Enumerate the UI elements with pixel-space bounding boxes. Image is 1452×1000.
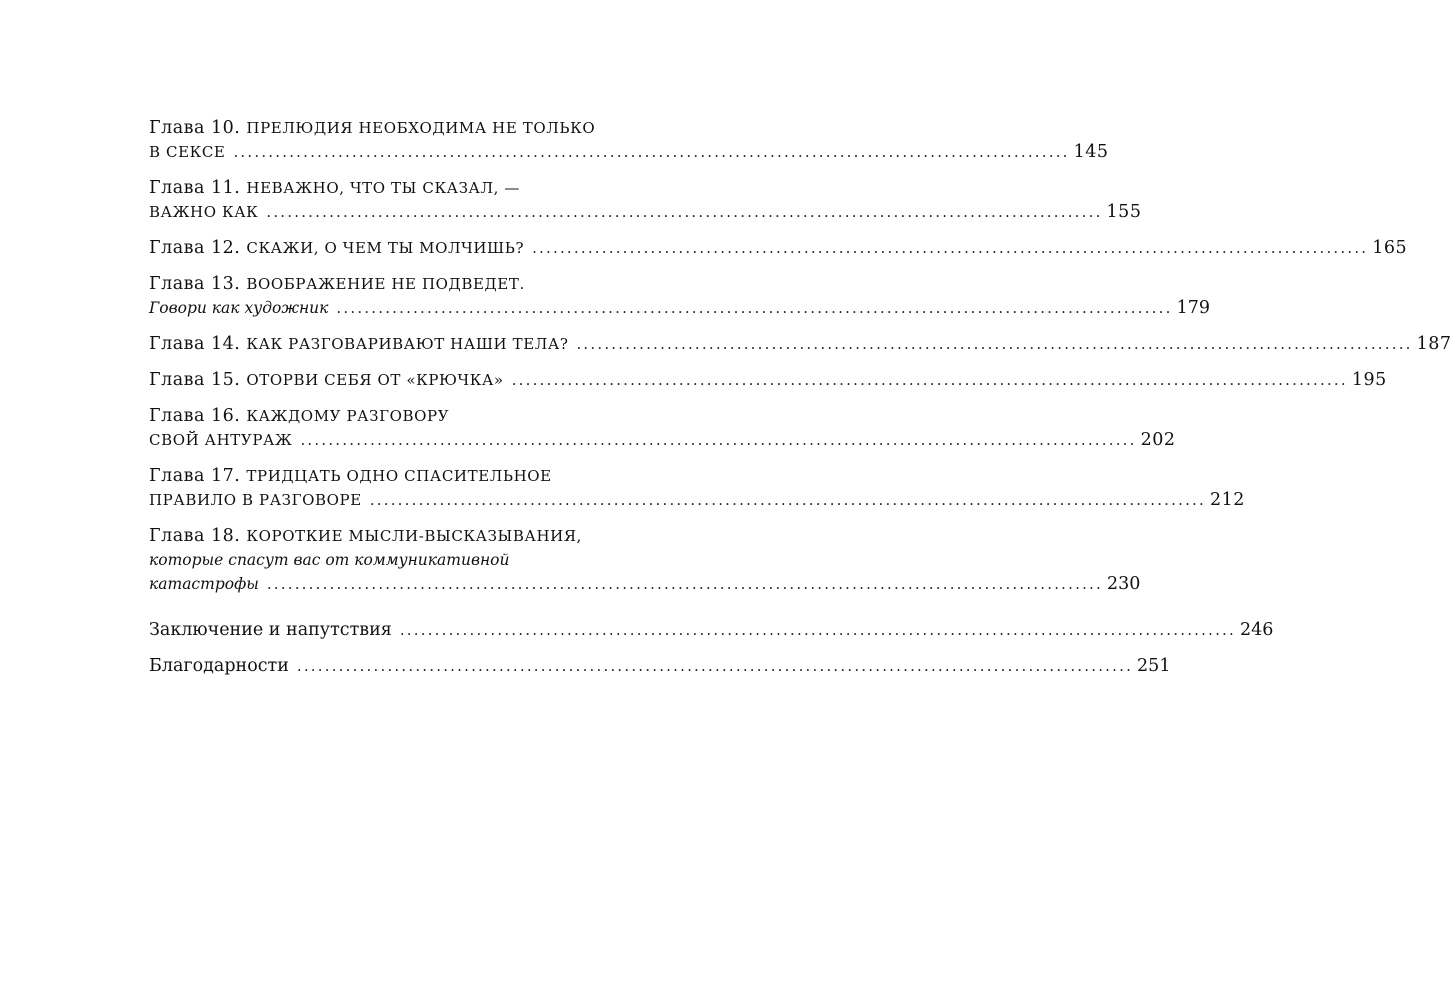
toc-line [149, 488, 1245, 512]
toc-entry-chapter-16 [149, 404, 1176, 452]
section-title: Благодарности [149, 656, 289, 676]
chapter-subtitle: Говори как художник [149, 299, 329, 317]
toc-line [149, 572, 1141, 596]
page-number: 212 [1209, 490, 1245, 510]
dot-leader: ........................................................................................................................ [266, 203, 1103, 221]
dot-leader: ........................................................................................................................ [399, 621, 1236, 639]
page-number: 179 [1176, 298, 1210, 318]
toc-entry-chapter-14 [149, 332, 1452, 356]
toc-line [149, 524, 695, 548]
page-number: 230 [1107, 574, 1141, 594]
chapter-title: КАЖДОМУ РАЗГОВОРУ [246, 407, 450, 425]
chapter-title: ПРАВИЛО В РАЗГОВОРЕ [149, 491, 362, 509]
dot-leader: ........................................................................................................................ [511, 371, 1348, 389]
chapter-title: ВООБРАЖЕНИЕ НЕ ПОДВЕДЕТ. [246, 275, 525, 293]
chapter-prefix: Глава 10. [149, 118, 247, 138]
toc-line [149, 272, 695, 296]
dot-leader: ........................................................................................................................ [369, 491, 1206, 509]
toc-line [149, 140, 1109, 164]
chapter-title: СКАЖИ, О ЧЕМ ТЫ МОЛЧИШЬ? [246, 239, 525, 257]
chapter-prefix: Глава 13. [149, 274, 247, 294]
dot-leader: ........................................................................................................................ [233, 143, 1070, 161]
toc-line [149, 654, 1171, 678]
chapter-title: КОРОТКИЕ МЫСЛИ-ВЫСКАЗЫВАНИЯ, [246, 527, 582, 545]
section-title: Заключение и напутствия [149, 620, 392, 640]
toc-entry-chapter-17 [149, 464, 1245, 512]
toc-entry-chapter-18 [149, 524, 1141, 596]
toc-line [149, 176, 695, 200]
page-number: 187 [1416, 334, 1452, 354]
chapter-title: СВОЙ АНТУРАЖ [149, 431, 293, 449]
chapter-title: КАК РАЗГОВАРИВАЮТ НАШИ ТЕЛА? [246, 335, 569, 353]
dot-leader: ........................................................................................................................ [532, 239, 1369, 257]
toc-entry-chapter-11 [149, 176, 1142, 224]
chapter-prefix: Глава 17. [149, 466, 247, 486]
toc-line [149, 618, 1274, 642]
toc-entry-chapter-12 [149, 236, 1408, 260]
page-number: 251 [1137, 656, 1171, 676]
page-number: 145 [1073, 142, 1109, 162]
chapter-subtitle: которые спасут вас от коммуникативной [149, 551, 510, 569]
toc-line [149, 200, 1142, 224]
toc-line [149, 428, 1176, 452]
chapter-prefix: Глава 14. [149, 334, 247, 354]
page-number: 195 [1351, 370, 1387, 390]
toc-line [149, 236, 1408, 260]
dot-leader: ........................................................................................................................ [266, 575, 1103, 593]
chapter-title: ТРИДЦАТЬ ОДНО СПАСИТЕЛЬНОЕ [246, 467, 552, 485]
toc-line [149, 296, 1210, 320]
toc-line [149, 116, 695, 140]
dot-leader: ........................................................................................................................ [296, 657, 1134, 675]
chapter-prefix: Глава 12. [149, 238, 247, 258]
dot-leader: ........................................................................................................................ [576, 335, 1413, 353]
chapter-title: В СЕКСЕ [149, 143, 226, 161]
page-number: 246 [1239, 620, 1274, 640]
toc-entry-chapter-10 [149, 116, 1109, 164]
chapter-title: ПРЕЛЮДИЯ НЕОБХОДИМА НЕ ТОЛЬКО [246, 119, 596, 137]
chapter-title: ОТОРВИ СЕБЯ ОТ «КРЮЧКА» [246, 371, 504, 389]
chapter-title: ВАЖНО КАК [149, 203, 259, 221]
page-number: 155 [1106, 202, 1142, 222]
toc-line [149, 548, 695, 572]
chapter-prefix: Глава 11. [149, 178, 247, 198]
chapter-prefix: Глава 18. [149, 526, 247, 546]
chapter-subtitle: катастрофы [149, 575, 259, 593]
dot-leader: ........................................................................................................................ [300, 431, 1137, 449]
chapter-title: НЕВАЖНО, ЧТО ТЫ СКАЗАЛ, — [246, 179, 520, 197]
page-number: 202 [1140, 430, 1176, 450]
dot-leader: ........................................................................................................................ [336, 299, 1173, 317]
toc-line [149, 332, 1452, 356]
chapter-prefix: Глава 15. [149, 370, 247, 390]
toc-entry-acknowledgements [149, 654, 1171, 678]
toc-line [149, 404, 695, 428]
toc-line [149, 368, 1387, 392]
toc-entry-chapter-13 [149, 272, 1210, 320]
toc-entry-chapter-15 [149, 368, 1387, 392]
table-of-contents [149, 116, 1452, 678]
toc-line [149, 464, 695, 488]
page-number: 165 [1372, 238, 1408, 258]
toc-entry-conclusion [149, 618, 1274, 642]
chapter-prefix: Глава 16. [149, 406, 247, 426]
